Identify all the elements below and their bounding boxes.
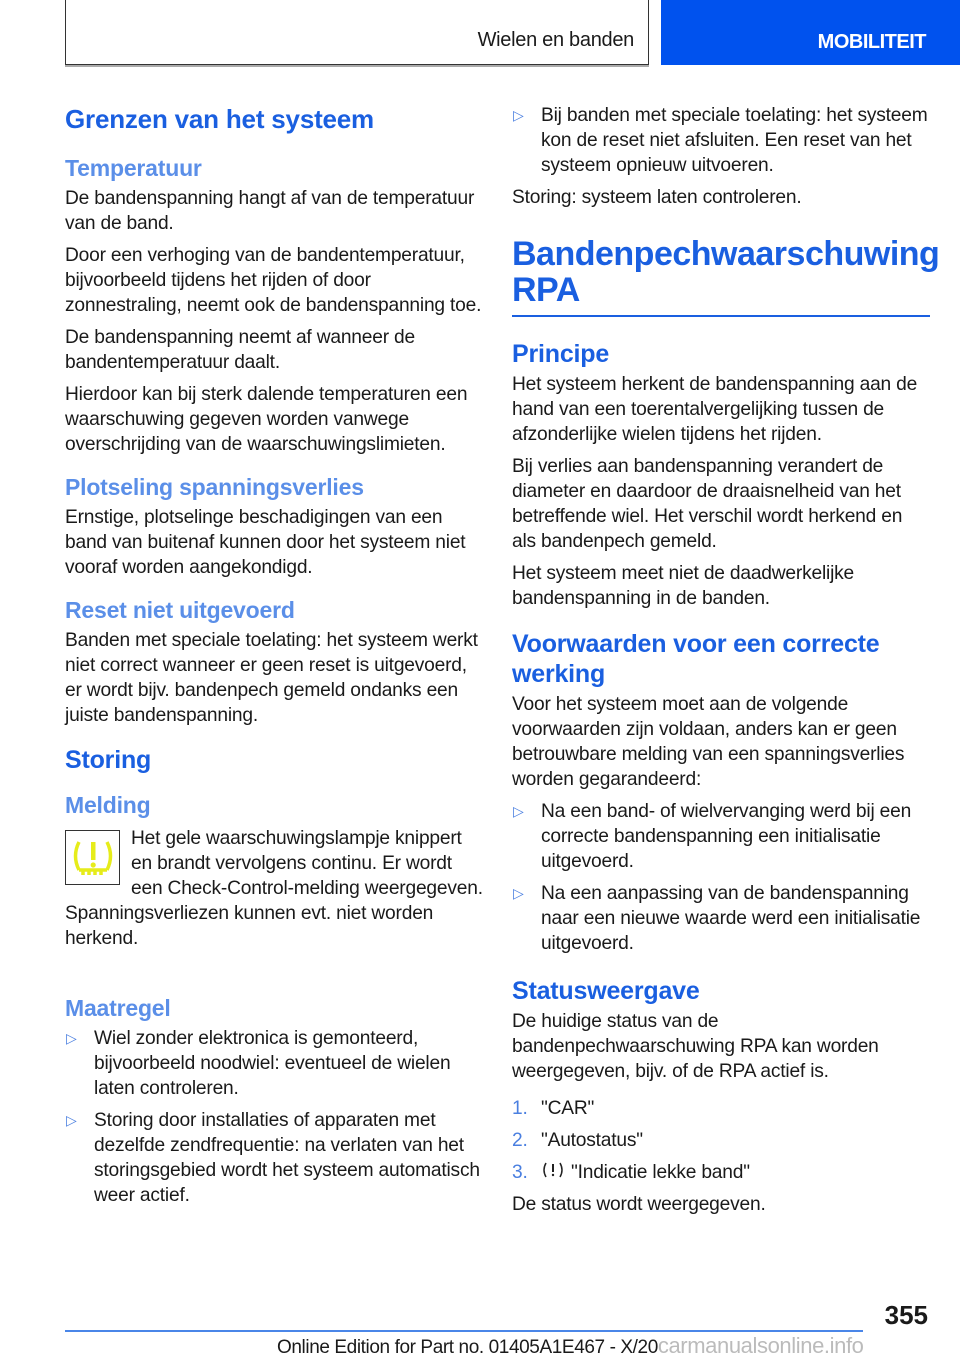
list-item (512, 881, 930, 956)
step-text: "Autostatus" (541, 1130, 643, 1151)
paragraph: Bij verlies aan bandenspanning verandert de diameter en daardoor de draaisnelheid van het betreffende wiel. Het verschil wordt herkend en als bandenpech gemeld. (512, 456, 903, 552)
paragraph: Het gele waarschuwingslampje knippert en brandt vervolgens continu. Er wordt een Check-Control-melding weergegeven. Spanningsverliezen kunnen evt. niet worden herkend. (65, 828, 483, 949)
list-item-text: Wiel zonder elektronica is gemonteerd, bijvoorbeeld noodwiel: eventueel de wielen laten controleren. (94, 1028, 451, 1099)
list-item-text: Storing door installaties of apparaten met dezelfde zendfrequentie: na verlaten van het storingsgebied wordt het systeem automatisch weer actief. (94, 1110, 480, 1206)
paragraph: Het systeem herkent de bandenspanning aan de hand van een toerentalvergelijking tussen de afzonderlijke wielen tijdens het rijden. (512, 374, 918, 445)
heading-plotseling: Plotseling spanningsverlies (65, 474, 364, 500)
footer-divider (65, 1330, 863, 1332)
left-column (65, 103, 485, 1215)
chapter-tab[interactable]: MOBILITEIT (661, 0, 960, 65)
paragraph: Door een verhoging van de bandentemperatuur, bijvoorbeeld tijdens het rijden of door zonnestraling, neemt ook de bandenspanning toe. (65, 245, 482, 316)
list-item (512, 799, 930, 874)
heading-rpa: Bandenpechwaarschuwing RPA (512, 236, 930, 317)
page-number: 355 (884, 1300, 928, 1330)
right-column (512, 103, 940, 1224)
paragraph: Hierdoor kan bij sterk dalende temperaturen een waarschuwing gegeven worden vanwege overschrijding van de waarschuwingslimieten. (65, 384, 468, 455)
triangle-bullet-icon: ▷ (66, 1112, 77, 1128)
step-item (512, 1096, 930, 1121)
step-text: "CAR" (541, 1098, 595, 1119)
tire-pressure-warning-icon (65, 830, 120, 885)
header-box (65, 0, 649, 65)
tire-warning-small-icon (541, 1162, 571, 1183)
paragraph: Voor het systeem moet aan de volgende voorwaarden zijn voldaan, anders kan er geen betrouwbare melding van een spanningsverlies worden gegarandeerd: (512, 694, 905, 790)
heading-reset: Reset niet uitgevoerd (65, 597, 295, 623)
list-item (512, 103, 930, 178)
list-item-text: Na een band- of wielvervanging werd bij een correcte bandenspanning een initialisatie uitgevoerd. (541, 801, 912, 872)
heading-voorwaarden: Voorwaarden voor een correcte werking (512, 630, 880, 688)
list-item (65, 1108, 485, 1208)
step-number: 2. (512, 1130, 528, 1151)
section-title: Wielen en banden (477, 29, 634, 51)
heading-grenzen: Grenzen van het systeem (65, 104, 374, 134)
paragraph: De huidige status van de bandenpechwaarschuwing RPA kan worden weergegeven, bijv. of de RPA actief is. (512, 1011, 879, 1082)
step-text: "Indicatie lekke band" (571, 1162, 750, 1183)
list-item-text: Na een aanpassing van de bandenspanning naar een nieuwe waarde werd een initialisatie uitgevoerd. (541, 883, 921, 954)
paragraph: Ernstige, plotselinge beschadigingen van een band van buitenaf kunnen door het systeem niet vooraf worden aangekondigd. (65, 507, 466, 578)
heading-statusweergave: Statusweergave (512, 977, 700, 1005)
heading-maatregel: Maatregel (65, 995, 171, 1021)
paragraph: De bandenspanning hangt af van de temperatuur van de band. (65, 188, 475, 234)
watermark: carmanualsonline.info (657, 1333, 864, 1358)
footer-text (277, 1333, 864, 1359)
triangle-bullet-icon: ▷ (513, 885, 524, 901)
triangle-bullet-icon: ▷ (513, 803, 524, 819)
paragraph: Storing: systeem laten controleren. (512, 187, 802, 208)
triangle-bullet-icon: ▷ (66, 1030, 77, 1046)
step-item (512, 1160, 930, 1185)
heading-melding: Melding (65, 792, 151, 818)
list-item-text: Bij banden met speciale toelating: het systeem kon de reset niet afsluiten. Een reset van het systeem opnieuw uitvoeren. (541, 105, 928, 176)
heading-storing: Storing (65, 746, 152, 774)
list-item (65, 1026, 485, 1101)
step-item (512, 1128, 930, 1153)
paragraph: Banden met speciale toelating: het systeem werkt niet correct wanneer er geen reset is uitgevoerd, er wordt bijv. bandenpech gemeld ondanks een juiste bandenspanning. (65, 630, 478, 726)
heading-principe: Principe (512, 340, 610, 368)
edition-text: Online Edition for Part no. 01405A1E467 - X/20 (277, 1337, 658, 1358)
paragraph: Het systeem meet niet de daadwerkelijke bandenspanning in de banden. (512, 563, 855, 609)
step-number: 1. (512, 1098, 528, 1119)
step-number: 3. (512, 1162, 528, 1183)
heading-temperatuur: Temperatuur (65, 155, 202, 181)
paragraph: De status wordt weergegeven. (512, 1194, 766, 1215)
paragraph: De bandenspanning neemt af wanneer de bandentemperatuur daalt. (65, 327, 415, 373)
triangle-bullet-icon: ▷ (513, 107, 524, 123)
